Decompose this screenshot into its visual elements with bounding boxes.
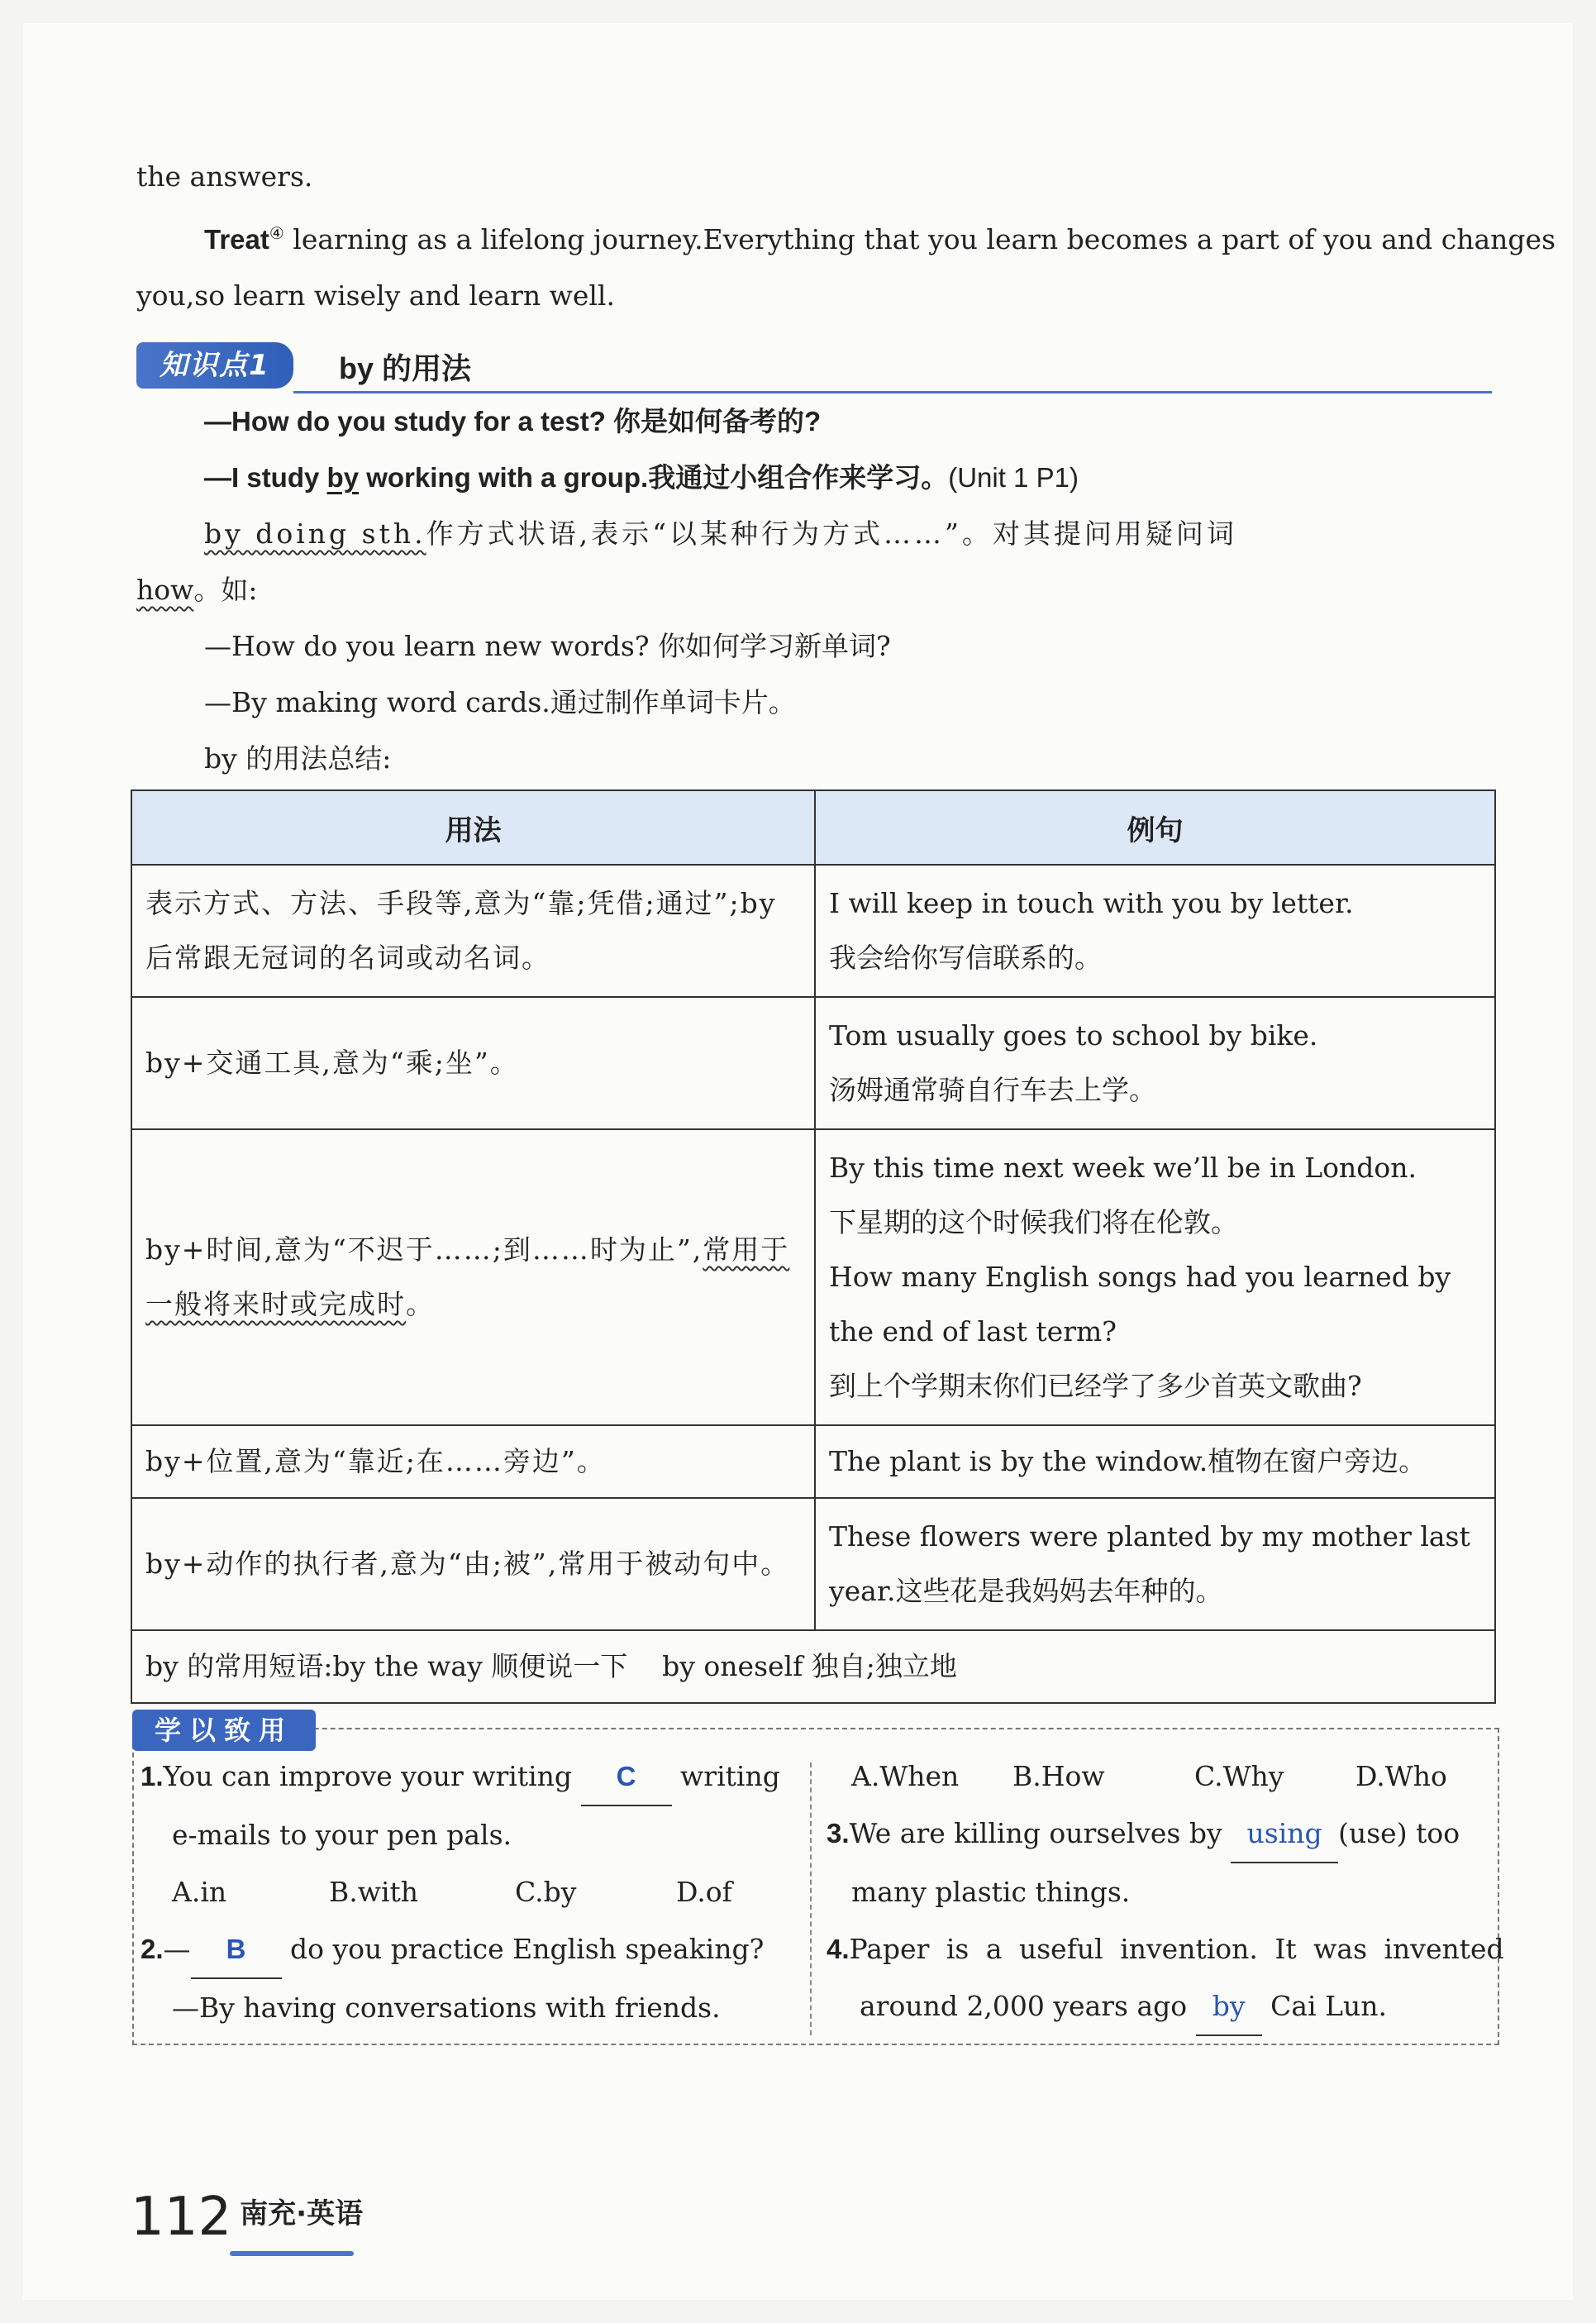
explanation-text: 作方式状语,表示“以某种行为方式……”。对其提问用疑问词 [426, 518, 1237, 550]
example-line: 我会给你写信联系的。 [829, 942, 1102, 974]
option[interactable]: D.of [676, 1876, 732, 1908]
knowledge-point-rule [293, 391, 1492, 394]
question-text: Paper is a useful invention. It was invented [849, 1933, 1504, 1965]
content [136, 149, 1556, 787]
question-3 [827, 1805, 1488, 1863]
question-number: 4. [827, 1934, 850, 1964]
exercise-badge: 学以致用 [132, 1710, 316, 1751]
table-row [131, 1630, 1495, 1703]
usage-cell: by+动作的执行者,意为“由;被”,常用于被动句中。 [131, 1498, 815, 1630]
example-cell [815, 997, 1495, 1129]
example-cell [815, 865, 1495, 997]
question-text: around 2,000 years ago [860, 1990, 1188, 2022]
question-1 [141, 1748, 802, 1806]
phrases-cell: by 的常用短语:by the way 顺便说一下 by oneself 独自;独立地 [131, 1630, 1495, 1703]
question-text: You can improve your writing [163, 1760, 573, 1792]
knowledge-point-header [136, 336, 1492, 394]
question-1-line-2: e-mails to your pen pals. [172, 1819, 512, 1851]
footnote-marker: ④ [269, 223, 284, 243]
question-4 [827, 1920, 1504, 1977]
question-text: (use) too [1338, 1817, 1460, 1849]
main-answer-cn: 我通过小组合作来学习。 [648, 462, 949, 493]
answer-blank[interactable]: B [191, 1920, 282, 1979]
example-line: The plant is by the window.植物在窗户旁边。 [829, 1445, 1427, 1477]
question-2-line-2: —By having conversations with friends. [172, 1991, 721, 2024]
table-row [131, 1498, 1495, 1630]
answer-blank[interactable]: by [1196, 1977, 1262, 2036]
question-4-line-2 [827, 1977, 1488, 2036]
example-cell: These flowers were planted by my mother last year.这些花是我妈妈去年种的。 [815, 1498, 1495, 1630]
answer-blank[interactable]: using [1231, 1805, 1338, 1863]
example-line: 到上个学期末你们已经学了多少首英文歌曲? [829, 1370, 1362, 1402]
usage-cell [131, 1129, 815, 1425]
example-cell [815, 1129, 1495, 1425]
intro-line-1: the answers. [136, 160, 313, 193]
question-number: 1. [141, 1761, 164, 1791]
example-line: Tom usually goes to school by bike. [829, 1019, 1318, 1052]
exercise-left-column [141, 1748, 802, 2036]
main-question-cn: 你是如何备考的? [613, 406, 822, 436]
example-line: I will keep in touch with you by letter. [829, 887, 1354, 919]
usage-cell: by+交通工具,意为“乘;坐”。 [131, 997, 815, 1129]
usage-cell: by+位置,意为“靠近;在……旁边”。 [131, 1425, 815, 1498]
exercise-box [132, 1715, 1504, 2045]
usage-table [131, 789, 1496, 1704]
table-row [131, 1129, 1495, 1425]
option[interactable]: A.When [851, 1760, 960, 1792]
table-header-usage: 用法 [131, 790, 815, 865]
example-line: 汤姆通常骑自行车去上学。 [829, 1074, 1156, 1106]
option[interactable]: D.Who [1355, 1760, 1447, 1792]
table-row [131, 1425, 1495, 1498]
main-answer [136, 450, 1492, 506]
main-answer-ref: (Unit 1 P1) [948, 462, 1079, 493]
usage-text-end: 。 [406, 1288, 435, 1320]
explanation-example-a: —By making word cards.通过制作单词卡片。 [204, 686, 796, 718]
summary-label: by 的用法总结: [204, 742, 392, 775]
option[interactable]: B.How [1012, 1760, 1105, 1792]
main-answer-by: by [326, 462, 360, 493]
intro-line-2-text: learning as a lifelong journey.Everything that you learn becomes a part of you and changes [283, 223, 1556, 255]
explanation-line-1 [136, 506, 1492, 562]
question-3-line-2: many plastic things. [851, 1876, 1131, 1908]
footer-accent-bar [230, 2251, 354, 2256]
explanation-example-q: —How do you learn new words? 你如何学习新单词? [204, 630, 891, 662]
question-2-options [827, 1748, 1488, 1805]
question-text: do you practice English speaking? [290, 1933, 765, 1965]
main-question [136, 394, 1492, 450]
main-answer-pre: —I study [204, 462, 327, 493]
page-footer [131, 2187, 363, 2248]
example-cell [815, 1425, 1495, 1498]
explanation-text-2: 。如: [193, 574, 258, 606]
page-number: 112 [131, 2187, 232, 2248]
treat-word: Treat [204, 224, 269, 255]
intro-line-2 [136, 205, 1556, 268]
example-line: 下星期的这个时候我们将在伦敦。 [829, 1206, 1238, 1238]
knowledge-point-badge: 知识点1 [136, 342, 293, 389]
option[interactable]: C.Why [1194, 1760, 1284, 1792]
example-line: How many English songs had you learned by the end of last term? [829, 1261, 1451, 1348]
option[interactable]: C.by [515, 1876, 577, 1908]
intro-line-3: you,so learn wisely and learn well. [136, 279, 615, 312]
table-header-examples: 例句 [815, 790, 1495, 865]
usage-cell: 表示方式、方法、手段等,意为“靠;凭借;通过”;by 后常跟无冠词的名词或动名词。 [131, 865, 815, 997]
option[interactable]: B.with [329, 1876, 419, 1908]
example-line: By this time next week we’ll be in London. [829, 1152, 1417, 1184]
question-2 [141, 1920, 802, 1979]
main-question-en: —How do you study for a test? [204, 406, 606, 436]
table-row [131, 865, 1495, 997]
exercise-right-column [827, 1748, 1504, 2036]
explanation-how: how [136, 574, 194, 606]
column-divider [810, 1763, 812, 2035]
question-text: — [163, 1933, 191, 1965]
main-answer-post: working with a group. [359, 462, 649, 493]
question-1-options [141, 1863, 802, 1920]
answer-blank[interactable]: C [581, 1748, 672, 1806]
question-number: 3. [827, 1818, 850, 1848]
table-header-row [131, 790, 1495, 865]
explanation-line-2 [136, 562, 1492, 618]
question-text: We are killing ourselves by [849, 1817, 1222, 1849]
knowledge-point-title: by 的用法 [339, 351, 472, 385]
question-text: Cai Lun. [1270, 1990, 1388, 2022]
usage-emphasis: 常用于一般将来时或完成时 [145, 1233, 790, 1320]
question-number: 2. [141, 1934, 164, 1964]
usage-text: by+时间,意为“不迟于……;到……时为止”, [145, 1233, 703, 1266]
book-name: 南充·英语 [240, 2197, 364, 2230]
explanation-term: by doing sth. [204, 518, 426, 550]
option[interactable]: A.in [172, 1876, 227, 1908]
question-text: writing [680, 1760, 780, 1792]
table-row [131, 997, 1495, 1129]
